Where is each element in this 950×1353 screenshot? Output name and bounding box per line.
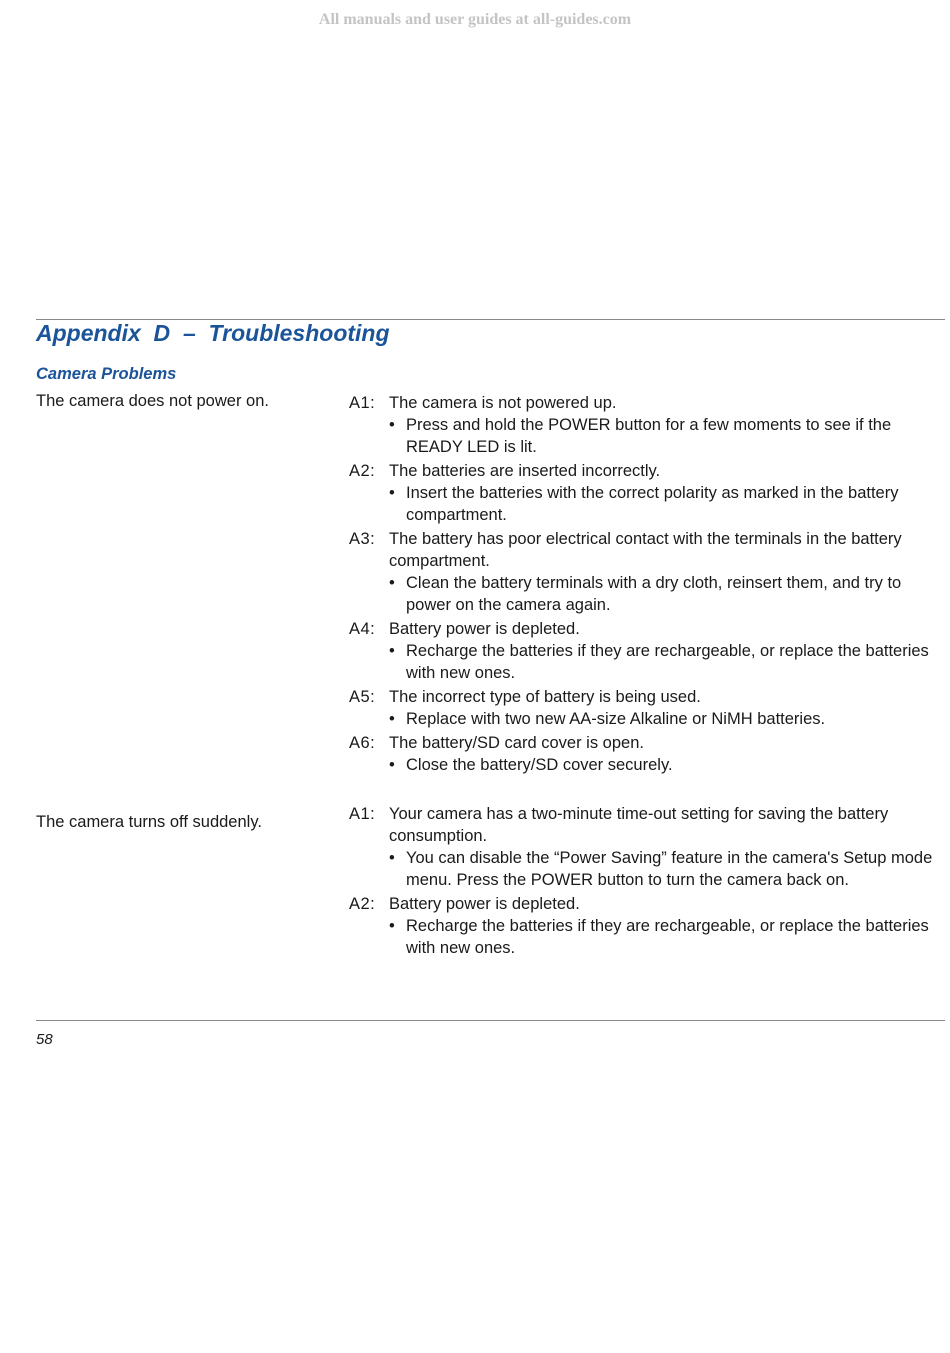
answer-cause: Your camera has a two-minute time-out setting for saving the battery consumption. xyxy=(389,805,889,845)
answer-item xyxy=(349,803,945,891)
answer-item xyxy=(349,686,945,730)
bullet-text: Recharge the batteries if they are rechargeable, or replace the batteries with new ones. xyxy=(406,642,929,682)
answer-label: A2: xyxy=(349,462,376,480)
bullet-item xyxy=(389,572,945,616)
bullet-item xyxy=(389,847,945,891)
answer-label: A5: xyxy=(349,688,376,706)
answer-cause: The camera is not powered up. xyxy=(389,394,617,412)
problem-text: The camera turns off suddenly. xyxy=(36,813,262,831)
answer-item xyxy=(349,618,945,684)
bullet-text: Close the battery/SD cover securely. xyxy=(406,756,673,774)
answer-cause: The batteries are inserted incorrectly. xyxy=(389,462,661,480)
bullet-item xyxy=(389,915,945,959)
problem-text: The camera does not power on. xyxy=(36,392,269,410)
bullet-text: Clean the battery terminals with a dry cloth, reinsert them, and try to power on the camera again. xyxy=(406,574,902,614)
answer-label: A4: xyxy=(349,620,376,638)
bullet-item xyxy=(389,708,945,730)
answer-cause: Battery power is depleted. xyxy=(389,620,580,638)
answer-cause: Battery power is depleted. xyxy=(389,895,580,913)
bullet-icon: • xyxy=(389,416,395,434)
bullet-icon: • xyxy=(389,756,395,774)
answer-label: A6: xyxy=(349,734,376,752)
page-title: Appendix D – Troubleshooting xyxy=(36,320,390,346)
bottom-divider xyxy=(36,1020,945,1021)
bullet-icon: • xyxy=(389,710,395,728)
answer-item xyxy=(349,893,945,959)
bullet-text: Press and hold the POWER button for a few moments to see if the READY LED is lit. xyxy=(406,416,892,456)
bullet-icon: • xyxy=(389,574,395,592)
answer-item xyxy=(349,528,945,616)
bullet-text: Replace with two new AA-size Alkaline or NiMH batteries. xyxy=(406,710,826,728)
bullet-icon: • xyxy=(389,917,395,935)
bullet-text: You can disable the “Power Saving” feature in the camera's Setup mode menu. Press the POWER button to turn the camera back on. xyxy=(406,849,933,889)
answer-list xyxy=(349,392,945,778)
bullet-item xyxy=(389,754,945,776)
bullet-item xyxy=(389,640,945,684)
bullet-icon: • xyxy=(389,642,395,660)
answer-cause: The battery/SD card cover is open. xyxy=(389,734,644,752)
answer-label: A2: xyxy=(349,895,376,913)
answer-label: A1: xyxy=(349,394,376,412)
bullet-icon: • xyxy=(389,484,395,502)
answer-label: A3: xyxy=(349,530,376,548)
answer-item xyxy=(349,392,945,458)
answer-label: A1: xyxy=(349,805,376,823)
bullet-text: Recharge the batteries if they are rechargeable, or replace the batteries with new ones. xyxy=(406,917,929,957)
watermark: All manuals and user guides at all-guides.com xyxy=(318,11,632,28)
section-title: Camera Problems xyxy=(36,365,177,383)
page-number: 58 xyxy=(36,1031,53,1048)
answer-cause: The incorrect type of battery is being used. xyxy=(389,688,701,706)
answer-item xyxy=(349,732,945,776)
bullet-text: Insert the batteries with the correct polarity as marked in the battery compartment. xyxy=(406,484,899,524)
answer-cause: The battery has poor electrical contact with the terminals in the battery compartment. xyxy=(389,530,902,570)
answer-list xyxy=(349,803,945,961)
bullet-item xyxy=(389,482,945,526)
bullet-icon: • xyxy=(389,849,395,867)
bullet-item xyxy=(389,414,945,458)
answer-item xyxy=(349,460,945,526)
